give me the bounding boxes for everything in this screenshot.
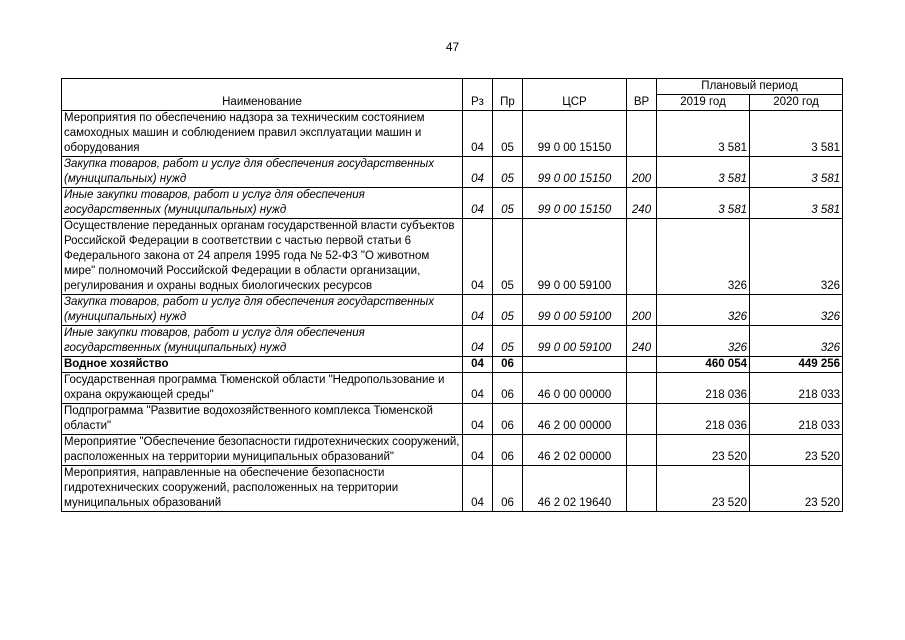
cell-name: Мероприятие "Обеспечение безопасности гидротехнических сооружений, расположенных на территории муниципальных образований" — [62, 435, 463, 466]
header-row-top — [62, 79, 843, 95]
cell-vr: 200 — [627, 157, 657, 188]
cell-2020: 3 581 — [750, 188, 843, 219]
table-row — [62, 188, 843, 219]
budget-table — [61, 78, 843, 512]
header-year-2020: 2020 год — [750, 95, 843, 111]
cell-name: Подпрограмма "Развитие водохозяйственного комплекса Тюменской области" — [62, 404, 463, 435]
header-vr: ВР — [627, 79, 657, 111]
cell-vr: 240 — [627, 188, 657, 219]
table-row — [62, 326, 843, 357]
cell-2020: 23 520 — [750, 466, 843, 512]
cell-2020: 23 520 — [750, 435, 843, 466]
cell-2020: 326 — [750, 326, 843, 357]
table-row — [62, 357, 843, 373]
cell-vr — [627, 111, 657, 157]
cell-2020: 3 581 — [750, 111, 843, 157]
cell-pr: 06 — [493, 404, 523, 435]
cell-pr: 05 — [493, 295, 523, 326]
cell-pr: 06 — [493, 435, 523, 466]
header-year-2019: 2019 год — [657, 95, 750, 111]
cell-2019: 3 581 — [657, 157, 750, 188]
cell-name: Осуществление переданных органам государственной власти субъектов Российской Федерации в соответствии с частью первой статьи 6 Федерального закона от 24 апреля 1995 года № 52-ФЗ "О животном мире" полномочий Российской Федерации в области организации, регулирования и охраны водных биологических ресурсов — [62, 219, 463, 295]
table-row — [62, 295, 843, 326]
table-row — [62, 219, 843, 295]
cell-2019: 326 — [657, 326, 750, 357]
cell-2020: 326 — [750, 295, 843, 326]
table-row — [62, 157, 843, 188]
cell-vr: 200 — [627, 295, 657, 326]
cell-2019: 3 581 — [657, 188, 750, 219]
cell-rz: 04 — [463, 157, 493, 188]
cell-2019: 326 — [657, 295, 750, 326]
cell-name: Иные закупки товаров, работ и услуг для обеспечения государственных (муниципальных) нужд — [62, 326, 463, 357]
cell-2019: 460 054 — [657, 357, 750, 373]
cell-name: Мероприятия по обеспечению надзора за техническим состоянием самоходных машин и соблюдением правил эксплуатации машин и оборудования — [62, 111, 463, 157]
cell-rz: 04 — [463, 188, 493, 219]
cell-rz: 04 — [463, 466, 493, 512]
cell-csr: 99 0 00 59100 — [523, 295, 627, 326]
cell-vr — [627, 357, 657, 373]
cell-name: Закупка товаров, работ и услуг для обеспечения государственных (муниципальных) нужд — [62, 157, 463, 188]
cell-csr: 99 0 00 59100 — [523, 326, 627, 357]
cell-pr: 06 — [493, 466, 523, 512]
cell-pr: 05 — [493, 326, 523, 357]
cell-name: Мероприятия, направленные на обеспечение безопасности гидротехнических сооружений, расположенных на территории муниципальных образований — [62, 466, 463, 512]
cell-vr — [627, 404, 657, 435]
table-row — [62, 373, 843, 404]
cell-csr — [523, 357, 627, 373]
cell-rz: 04 — [463, 295, 493, 326]
cell-2019: 218 036 — [657, 373, 750, 404]
cell-vr — [627, 435, 657, 466]
cell-rz: 04 — [463, 357, 493, 373]
header-rz: Рз — [463, 79, 493, 111]
cell-rz: 04 — [463, 326, 493, 357]
table-row — [62, 404, 843, 435]
header-planned-period: Плановый период — [657, 79, 843, 95]
cell-vr — [627, 373, 657, 404]
cell-pr: 05 — [493, 219, 523, 295]
cell-rz: 04 — [463, 111, 493, 157]
cell-2020: 218 033 — [750, 404, 843, 435]
cell-2019: 218 036 — [657, 404, 750, 435]
header-name: Наименование — [62, 79, 463, 111]
cell-pr: 05 — [493, 188, 523, 219]
cell-vr — [627, 219, 657, 295]
cell-2019: 3 581 — [657, 111, 750, 157]
cell-name: Иные закупки товаров, работ и услуг для обеспечения государственных (муниципальных) нужд — [62, 188, 463, 219]
header-pr: Пр — [493, 79, 523, 111]
cell-csr: 46 0 00 00000 — [523, 373, 627, 404]
cell-vr: 240 — [627, 326, 657, 357]
page-number: 47 — [445, 40, 460, 54]
cell-csr: 46 2 02 19640 — [523, 466, 627, 512]
table-row — [62, 466, 843, 512]
cell-pr: 05 — [493, 111, 523, 157]
cell-2019: 326 — [657, 219, 750, 295]
cell-rz: 04 — [463, 373, 493, 404]
cell-csr: 99 0 00 15150 — [523, 111, 627, 157]
cell-2020: 3 581 — [750, 157, 843, 188]
header-csr: ЦСР — [523, 79, 627, 111]
cell-vr — [627, 466, 657, 512]
cell-pr: 06 — [493, 357, 523, 373]
cell-name: Закупка товаров, работ и услуг для обеспечения государственных (муниципальных) нужд — [62, 295, 463, 326]
cell-rz: 04 — [463, 435, 493, 466]
cell-2020: 218 033 — [750, 373, 843, 404]
cell-name: Государственная программа Тюменской области "Недропользование и охрана окружающей среды" — [62, 373, 463, 404]
table-row — [62, 435, 843, 466]
cell-csr: 99 0 00 15150 — [523, 188, 627, 219]
cell-csr: 99 0 00 15150 — [523, 157, 627, 188]
cell-2019: 23 520 — [657, 466, 750, 512]
table-row — [62, 111, 843, 157]
cell-2020: 326 — [750, 219, 843, 295]
cell-rz: 04 — [463, 404, 493, 435]
cell-name: Водное хозяйство — [62, 357, 463, 373]
cell-csr: 99 0 00 59100 — [523, 219, 627, 295]
cell-2019: 23 520 — [657, 435, 750, 466]
cell-rz: 04 — [463, 219, 493, 295]
cell-2020: 449 256 — [750, 357, 843, 373]
cell-csr: 46 2 02 00000 — [523, 435, 627, 466]
cell-pr: 05 — [493, 157, 523, 188]
cell-pr: 06 — [493, 373, 523, 404]
cell-csr: 46 2 00 00000 — [523, 404, 627, 435]
